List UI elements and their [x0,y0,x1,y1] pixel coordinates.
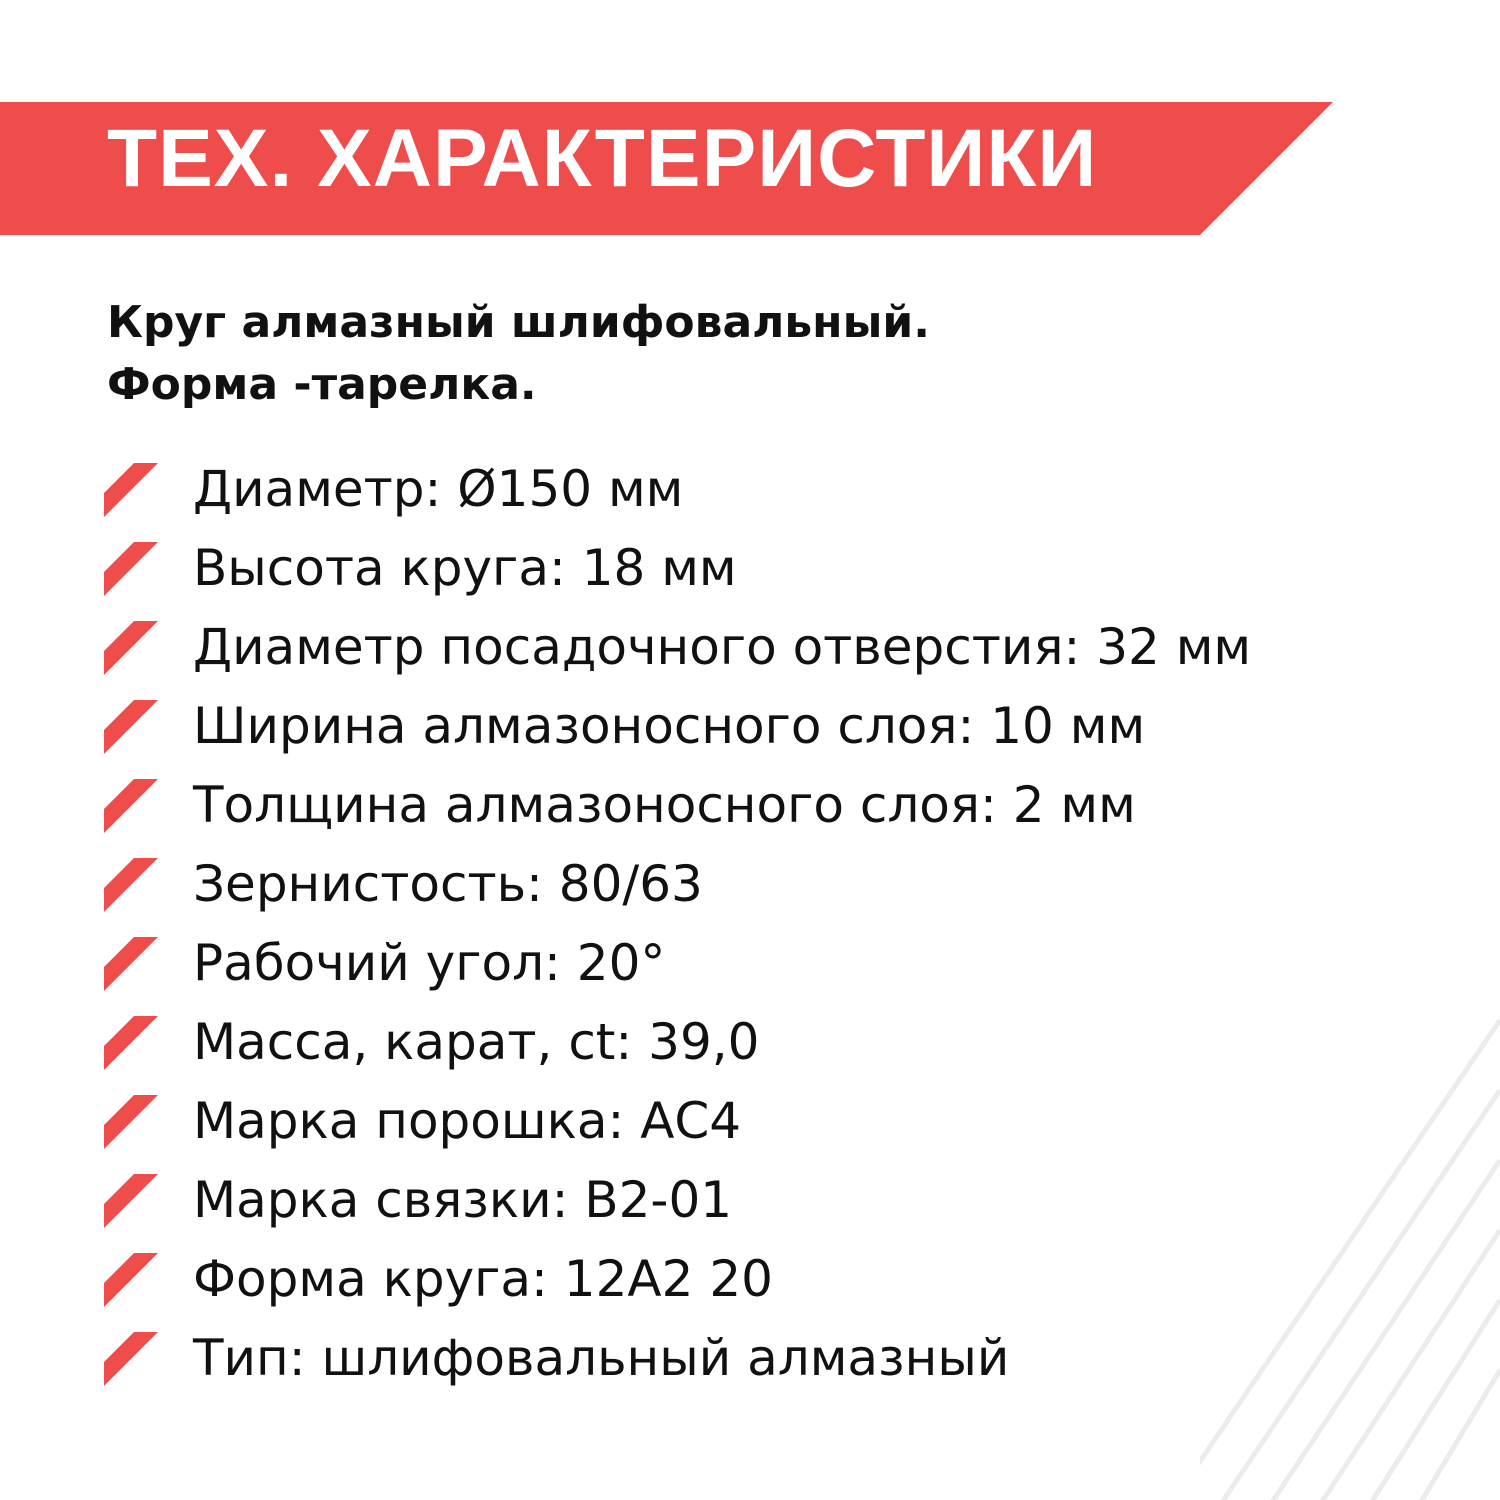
spec-text: Рабочий угол: 20° [193,934,666,992]
spec-item [0,455,1460,534]
spec-item [0,692,1460,771]
spec-text: Высота круга: 18 мм [193,539,737,597]
spec-text: Форма круга: 12А2 20 [193,1250,773,1308]
red-slash-bullet-icon [104,1253,160,1307]
red-slash-bullet-icon [104,463,160,517]
red-slash-bullet-icon [104,1332,160,1386]
spec-text: Тип: шлифовальный алмазный [193,1329,1010,1387]
product-description-line-1: Круг алмазный шлифовальный. [107,297,930,348]
red-slash-bullet-icon [104,700,160,754]
red-slash-bullet-icon [104,858,160,912]
spec-text: Зернистость: 80/63 [193,855,703,913]
spec-text: Диаметр: Ø150 мм [193,460,684,518]
spec-text: Масса, карат, ct: 39,0 [193,1013,760,1071]
spec-item [0,771,1460,850]
spec-text: Диаметр посадочного отверстия: 32 мм [193,618,1252,676]
spec-item [0,613,1460,692]
spec-item [0,929,1460,1008]
spec-text: Толщина алмазоносного слоя: 2 мм [193,776,1136,834]
red-slash-bullet-icon [104,621,160,675]
red-slash-bullet-icon [104,937,160,991]
page-title: ТЕХ. ХАРАКТЕРИСТИКИ [107,113,1098,204]
spec-item [0,534,1460,613]
red-slash-bullet-icon [104,1174,160,1228]
spec-text: Ширина алмазоносного слоя: 10 мм [193,697,1146,755]
diagonal-stripes-icon [1200,1000,1500,1500]
red-slash-bullet-icon [104,542,160,596]
spec-item [0,850,1460,929]
red-slash-bullet-icon [104,779,160,833]
red-slash-bullet-icon [104,1095,160,1149]
red-slash-bullet-icon [104,1016,160,1070]
spec-text: Марка связки: В2-01 [193,1171,733,1229]
spec-text: Марка порошка: АС4 [193,1092,742,1150]
product-description-line-2: Форма -тарелка. [107,359,537,410]
